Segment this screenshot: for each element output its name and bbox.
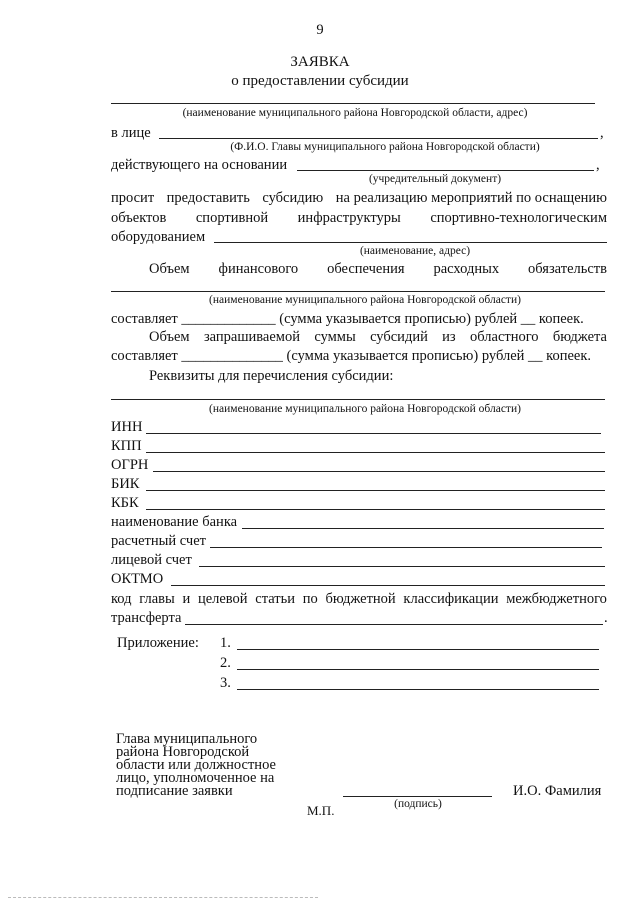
word: просит: [111, 190, 155, 206]
word: запрашиваемой: [203, 329, 300, 345]
transfer-label: трансферта: [111, 610, 182, 626]
caption-signature: (подпись): [394, 798, 442, 810]
code-line: [111, 591, 607, 607]
document-title: ЗАЯВКА: [290, 54, 350, 70]
page-number: 9: [316, 22, 324, 38]
comma-2: ,: [596, 157, 600, 173]
word: Объем: [149, 329, 190, 345]
period: .: [604, 610, 608, 626]
amount2-prefix: составляет: [111, 348, 178, 364]
attachment-number-3: 3.: [220, 675, 231, 691]
equipment-line[interactable]: [214, 242, 607, 243]
caption-name-address: (наименование, адрес): [359, 245, 471, 257]
document-subtitle: о предоставлении субсидии: [231, 73, 409, 89]
word: из: [442, 329, 456, 345]
signatory-line-1: Глава муниципального: [116, 731, 258, 747]
inn-field[interactable]: [146, 433, 601, 434]
bank-name-field[interactable]: [242, 528, 604, 529]
inn-label: ИНН: [111, 419, 143, 435]
amount-prefix: составляет: [111, 311, 178, 327]
settlement-account-label: расчетный счет: [111, 533, 206, 549]
attachment-field-3[interactable]: [237, 689, 599, 690]
kbk-field[interactable]: [146, 509, 605, 510]
attachment-number-1: 1.: [220, 635, 231, 651]
signature-line[interactable]: [343, 796, 492, 797]
amount2-blank[interactable]: ______________: [181, 348, 283, 364]
caption-district-2: (наименование муниципального района Новгородской области): [209, 403, 521, 415]
word: и: [182, 591, 191, 607]
district-line-3[interactable]: [111, 399, 605, 400]
signature-name: И.О. Фамилия: [513, 783, 602, 799]
kbk-label: КБК: [111, 495, 139, 511]
attachment-field-2[interactable]: [237, 669, 599, 670]
caption-founding-doc: (учредительный документ): [368, 173, 502, 185]
amount-blank[interactable]: _____________: [181, 311, 276, 327]
kpp-label: КПП: [111, 438, 142, 454]
signatory-line-2: района Новгородской: [116, 744, 250, 760]
attachment-number-2: 2.: [220, 655, 231, 671]
head-fio-line[interactable]: [159, 138, 598, 139]
district-line-2[interactable]: [111, 291, 605, 292]
attachment-label: Приложение:: [117, 635, 199, 651]
word: спортивно-технологическим: [430, 210, 607, 226]
oktmo-label: ОКТМО: [111, 571, 164, 587]
word: инфраструктуры: [297, 210, 401, 226]
request-line-1: [111, 190, 607, 206]
word: статьи: [255, 591, 296, 607]
word: обязательств: [528, 261, 607, 277]
word: субсидию: [262, 190, 324, 206]
settlement-account-field[interactable]: [210, 547, 602, 548]
attachment-field-1[interactable]: [237, 649, 599, 650]
word: финансового: [218, 261, 299, 277]
word: целевой: [197, 591, 248, 607]
amount2-line: [111, 348, 591, 364]
seal-label: М.П.: [307, 803, 335, 818]
signatory-line-5: подписание заявки: [116, 783, 233, 799]
ogrn-field[interactable]: [153, 471, 605, 472]
signatory-line-3: области или должностное: [116, 757, 276, 773]
amount-line: [111, 311, 584, 327]
word: главы: [139, 591, 175, 607]
word: суммы: [314, 329, 356, 345]
word: бюджетной: [325, 591, 396, 607]
bank-name-label: наименование банка: [111, 514, 238, 530]
scan-artifact-divider: [8, 897, 318, 898]
word: бюджета: [552, 329, 607, 345]
word: межбюджетного: [506, 591, 607, 607]
district-address-line[interactable]: [111, 103, 595, 104]
volume-line: [149, 261, 607, 277]
request-line-2: [111, 210, 607, 226]
amount-suffix: (сумма указывается прописью) рублей __ копеек.: [279, 311, 584, 327]
word: субсидий: [370, 329, 428, 345]
signatory-line-4: лицо, уполномоченное на: [116, 770, 275, 786]
transfer-field[interactable]: [185, 624, 603, 625]
word: расходных: [433, 261, 500, 277]
requested-line: [149, 329, 607, 345]
kpp-field[interactable]: [146, 452, 605, 453]
requisites-label: Реквизиты для перечисления субсидии:: [149, 368, 394, 384]
bik-label: БИК: [111, 476, 140, 492]
personal-account-label: лицевой счет: [111, 552, 192, 568]
oktmo-field[interactable]: [171, 585, 605, 586]
founding-doc-line[interactable]: [297, 170, 594, 171]
word: по: [302, 591, 318, 607]
caption-head-fio: (Ф.И.О. Главы муниципального района Новгородской области): [230, 141, 540, 153]
word: на реализацию мероприятий по оснащению: [335, 190, 607, 206]
in-person-label: в лице: [111, 125, 151, 141]
word: предоставить: [166, 190, 250, 206]
word: спортивной: [195, 210, 269, 226]
acting-basis-label: действующего на основании: [111, 157, 288, 173]
bik-field[interactable]: [146, 490, 605, 491]
caption-district: (наименование муниципального района Новгородской области): [209, 294, 521, 306]
comma-1: ,: [600, 125, 604, 141]
ogrn-label: ОГРН: [111, 457, 149, 473]
caption-district-address: (наименование муниципального района Новгородской области, адрес): [182, 107, 528, 119]
word: Объем: [149, 261, 190, 277]
word: объектов: [111, 210, 167, 226]
word: обеспечения: [327, 261, 405, 277]
word: код: [111, 591, 132, 607]
personal-account-field[interactable]: [199, 566, 605, 567]
word: областного: [470, 329, 539, 345]
amount2-suffix: (сумма указывается прописью) рублей __ копеек.: [286, 348, 592, 364]
equipment-label: оборудованием: [111, 229, 206, 245]
word: классификации: [403, 591, 499, 607]
